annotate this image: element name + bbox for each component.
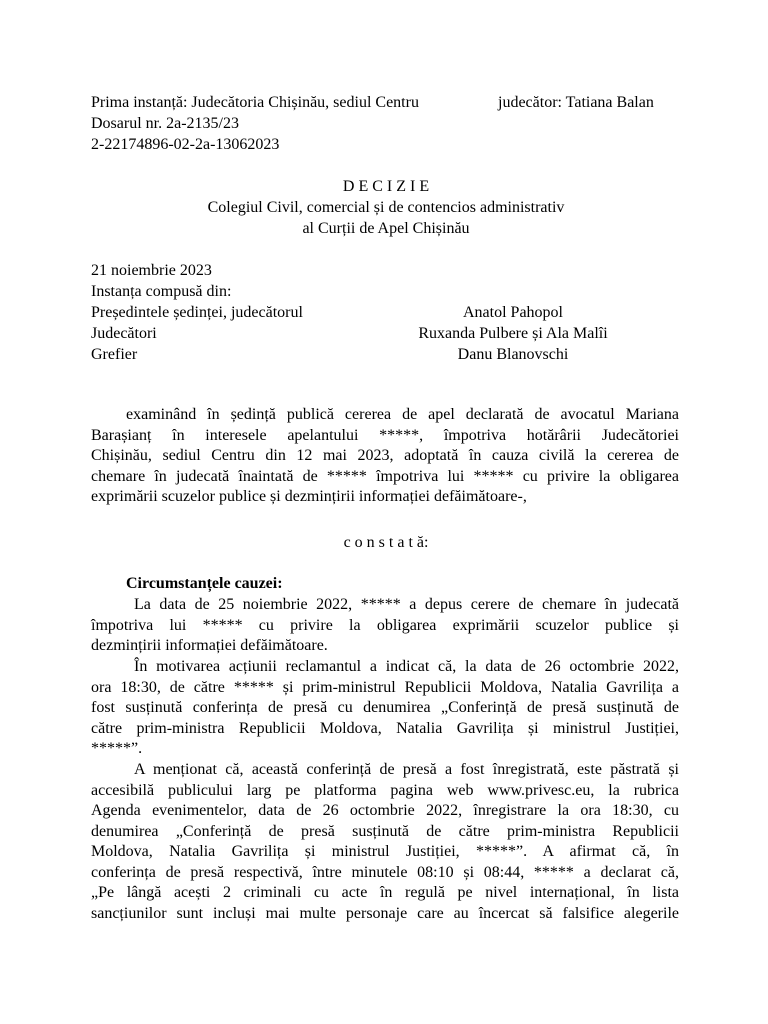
- panel-name-president: Anatol Pahopol: [463, 304, 563, 321]
- body-line: împotriva lui ***** cu privire la obligarea exprimării scuzelor publice și: [91, 616, 679, 634]
- panel-name-clerk: Danu Blanovschi: [457, 346, 569, 363]
- intro-line: examinând în ședință publică cererea de apel declarată de avocatul Mariana: [126, 406, 679, 423]
- college-line-2: al Curții de Apel Chișinău: [302, 220, 470, 237]
- body-line: dezmințirii informației defăimătoare.: [91, 637, 328, 654]
- panel-role-president: Președintele ședinței, judecătorul: [91, 304, 303, 321]
- decision-date: 21 noiembrie 2023: [91, 262, 212, 279]
- intro-line: Barașianț în interesele apelantului *****, împotriva hotărârii Judecătoriei: [91, 426, 679, 444]
- body-line: accesibilă publicului larg pe platforma pagina web www.privesc.eu, la rubrica: [91, 781, 679, 799]
- body-paragraph-3: [91, 760, 679, 924]
- panel-name-judges: Ruxanda Pulbere și Ala Malîi: [418, 325, 608, 342]
- panel-role-clerk: Grefier: [91, 346, 138, 363]
- constata-heading: c o n s t a t ă:: [343, 534, 429, 551]
- decision-title: D E C I Z I E: [342, 178, 430, 195]
- body-line: Moldova, Natalia Gavrilița și ministrul Justiției, *****”. A afirmat că, în: [91, 843, 679, 860]
- case-number: Dosarul nr. 2a-2135/23: [91, 115, 239, 132]
- body-line: către prim-ministra Republicii Moldova, Natalia Gavrilița și ministrul Justiției,: [91, 719, 679, 737]
- intro-paragraph: [91, 405, 679, 508]
- intro-line: chemare în judecată înaintată de ***** împotriva lui ***** cu privire la obligarea: [91, 467, 679, 485]
- body-line: sancțiunilor sunt incluși mai multe personaje care au încercat să falsifice alegerile: [91, 904, 679, 922]
- body-line: conferința de presă respectivă, între minutele 08:10 și 08:44, ***** a declarat că,: [91, 863, 679, 881]
- body-line: fost susținută conferința de presă cu denumirea „Conferință de presă susținută de: [91, 699, 679, 716]
- case-id: 2-22174896-02-2a-13062023: [91, 136, 280, 153]
- composition-label: Instanța compusă din:: [91, 283, 232, 300]
- body-line: „Pe lângă acești 2 criminali cu acte în regulă pe nivel internațional, în lista: [91, 884, 679, 901]
- body-line: Agenda evenimentelor, data de 26 octombrie 2022, înregistrare la ora 18:30, cu: [91, 802, 679, 819]
- body-line: ora 18:30, de către ***** și prim-ministrul Republicii Moldova, Natalia Gavrilița a: [91, 678, 679, 696]
- body-line: *****”.: [91, 740, 143, 757]
- first-instance-court: Prima instanță: Judecătoria Chișinău, sediul Centru: [91, 94, 419, 111]
- body-line: La data de 25 noiembrie 2022, ***** a depus cerere de chemare în judecată: [134, 596, 679, 613]
- body-line: denumirea „Conferință de presă susținută de către prim-ministra Republicii: [91, 822, 679, 840]
- body-line: A menționat că, această conferință de presă a fost înregistrată, este păstrată și: [134, 761, 679, 778]
- intro-line: Chișinău, sediul Centru din 12 mai 2023, adoptată în cauza civilă la cererea de: [91, 447, 679, 464]
- body-line: În motivarea acțiunii reclamantul a indicat că, la data de 26 octombrie 2022,: [134, 658, 679, 675]
- first-instance-judge: judecător: Tatiana Balan: [498, 94, 654, 111]
- circumstances-heading: Circumstanțele cauzei:: [126, 575, 283, 592]
- college-line-1: Colegiul Civil, comercial și de contencios administrativ: [207, 199, 565, 216]
- body-paragraph-2: [91, 657, 679, 760]
- body-paragraph-1: [91, 595, 679, 657]
- panel-role-judges: Judecători: [91, 325, 157, 342]
- intro-line: exprimării scuzelor publice și dezmințirii informației defăimătoare-,: [91, 488, 527, 505]
